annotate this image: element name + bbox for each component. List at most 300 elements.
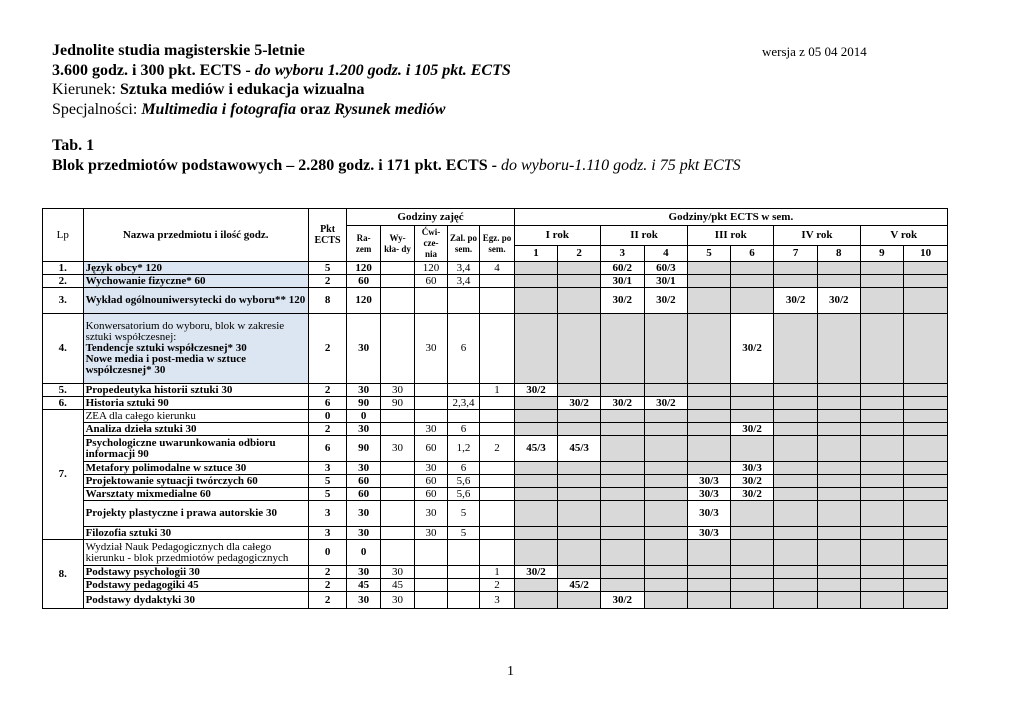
row-sem-cell: 30/2 bbox=[730, 475, 774, 488]
col-ects-group: Godziny/pkt ECTS w sem. bbox=[514, 209, 947, 226]
row-sem-cell bbox=[904, 488, 948, 501]
table-row bbox=[43, 540, 948, 566]
row-razem: 60 bbox=[347, 475, 380, 488]
row-egz: 2 bbox=[480, 436, 515, 462]
row-egz bbox=[480, 488, 515, 501]
col-year-2: II rok bbox=[600, 226, 687, 246]
row-egz bbox=[480, 288, 515, 314]
row-sem-cell bbox=[774, 314, 818, 384]
row-sem-cell bbox=[688, 592, 731, 609]
row-sem-cell bbox=[558, 288, 601, 314]
col-pkt: Pkt ECTS bbox=[308, 209, 347, 262]
col-year-5: V rok bbox=[860, 226, 947, 246]
row-zal bbox=[447, 592, 479, 609]
row-sem-cell bbox=[817, 501, 860, 527]
row-cwiczenia: 120 bbox=[415, 262, 447, 275]
row-name: Warsztaty mixmedialne 60 bbox=[83, 488, 308, 501]
row-sem-cell bbox=[688, 314, 731, 384]
row-sem-cell bbox=[688, 397, 731, 410]
row-sem-cell bbox=[558, 262, 601, 275]
row-cwiczenia: 30 bbox=[415, 314, 447, 384]
row-sem-cell: 30/2 bbox=[730, 488, 774, 501]
row-sem-cell bbox=[904, 262, 948, 275]
row-razem: 60 bbox=[347, 275, 380, 288]
row-sem-cell bbox=[860, 527, 904, 540]
row-sem-cell bbox=[644, 436, 688, 462]
row-sem-cell bbox=[774, 592, 818, 609]
row-wyklady bbox=[380, 501, 414, 527]
row-sem-cell bbox=[730, 288, 774, 314]
row-sem-cell bbox=[644, 462, 688, 475]
row-wyklady: 30 bbox=[380, 436, 414, 462]
row-lp: 5. bbox=[43, 384, 84, 397]
row-egz: 3 bbox=[480, 592, 515, 609]
row-sem-cell: 30/2 bbox=[644, 288, 688, 314]
row-sem-cell bbox=[514, 527, 558, 540]
table-row bbox=[43, 410, 948, 423]
row-name-part: Tendencje sztuki współczesnej* 30 bbox=[85, 342, 247, 354]
row-cwiczenia: 60 bbox=[415, 475, 447, 488]
row-sem-cell bbox=[774, 423, 818, 436]
row-sem-cell bbox=[600, 475, 644, 488]
row-sem-cell bbox=[860, 384, 904, 397]
row-sem-cell bbox=[730, 436, 774, 462]
row-sem-cell: 30/2 bbox=[600, 592, 644, 609]
row-sem-cell bbox=[730, 275, 774, 288]
row-wyklady bbox=[380, 462, 414, 475]
row-sem-cell bbox=[730, 592, 774, 609]
row-razem: 90 bbox=[347, 436, 380, 462]
row-sem-cell bbox=[600, 488, 644, 501]
row-sem-cell bbox=[817, 540, 860, 566]
specializations: Specjalności: Multimedia i fotografia oraz Rysunek mediów bbox=[52, 101, 446, 118]
row-sem-cell bbox=[904, 410, 948, 423]
row-sem-cell bbox=[860, 579, 904, 592]
row-razem: 30 bbox=[347, 462, 380, 475]
row-sem-cell bbox=[600, 527, 644, 540]
table-row bbox=[43, 436, 948, 462]
row-sem-cell bbox=[860, 566, 904, 579]
row-sem-cell bbox=[558, 501, 601, 527]
row-sem-cell bbox=[904, 501, 948, 527]
table-row bbox=[43, 501, 948, 527]
row-sem-cell bbox=[774, 262, 818, 275]
row-sem-cell: 30/2 bbox=[600, 288, 644, 314]
row-wyklady bbox=[380, 475, 414, 488]
row-cwiczenia: 60 bbox=[415, 436, 447, 462]
row-sem-cell bbox=[817, 462, 860, 475]
row-sem-cell bbox=[817, 410, 860, 423]
row-razem: 60 bbox=[347, 488, 380, 501]
row-sem-cell bbox=[860, 262, 904, 275]
row-sem-cell: 30/2 bbox=[817, 288, 860, 314]
row-sem-cell bbox=[600, 501, 644, 527]
row-sem-cell bbox=[817, 275, 860, 288]
row-name: Metafory polimodalne w sztuce 30 bbox=[83, 462, 308, 475]
subjects-table bbox=[42, 208, 948, 609]
col-sem: 10 bbox=[904, 246, 948, 262]
row-sem-cell bbox=[904, 288, 948, 314]
page-number: 1 bbox=[507, 664, 514, 679]
program-hours: 3.600 godz. i 300 pkt. ECTS - do wyboru 1.200 godz. i 105 pkt. ECTS bbox=[52, 62, 511, 79]
col-year-4: IV rok bbox=[774, 226, 860, 246]
row-sem-cell bbox=[558, 566, 601, 579]
row-sem-cell: 30/2 bbox=[514, 566, 558, 579]
row-zal bbox=[447, 384, 479, 397]
row-zal bbox=[447, 579, 479, 592]
row-name: Analiza dzieła sztuki 30 bbox=[83, 423, 308, 436]
row-sem-cell bbox=[817, 579, 860, 592]
row-sem-cell bbox=[860, 488, 904, 501]
row-zal: 5 bbox=[447, 527, 479, 540]
row-name: Propedeutyka historii sztuki 30 bbox=[83, 384, 308, 397]
row-name: Projekty plastyczne i prawa autorskie 30 bbox=[83, 501, 308, 527]
row-razem: 0 bbox=[347, 410, 380, 423]
row-wyklady bbox=[380, 262, 414, 275]
row-pkt: 0 bbox=[308, 410, 347, 423]
row-egz bbox=[480, 314, 515, 384]
row-sem-cell bbox=[860, 592, 904, 609]
table-row bbox=[43, 592, 948, 609]
row-sem-cell bbox=[774, 410, 818, 423]
row-sem-cell bbox=[558, 314, 601, 384]
row-name: Filozofia sztuki 30 bbox=[83, 527, 308, 540]
row-sem-cell bbox=[730, 566, 774, 579]
row-sem-cell bbox=[730, 501, 774, 527]
row-sem-cell bbox=[904, 527, 948, 540]
row-name: ZEA dla całego kierunku bbox=[83, 410, 308, 423]
row-egz: 1 bbox=[480, 384, 515, 397]
row-sem-cell bbox=[774, 384, 818, 397]
row-wyklady: 30 bbox=[380, 566, 414, 579]
row-name: Wydział Nauk Pedagogicznych dla całego kierunku - blok przedmiotów pedagogicznych bbox=[83, 540, 308, 566]
col-sem: 9 bbox=[860, 246, 904, 262]
row-pkt: 2 bbox=[308, 579, 347, 592]
row-zal: 3,4 bbox=[447, 262, 479, 275]
row-sem-cell bbox=[644, 592, 688, 609]
row-sem-cell bbox=[774, 488, 818, 501]
row-sem-cell: 30/2 bbox=[600, 397, 644, 410]
row-wyklady bbox=[380, 314, 414, 384]
row-wyklady: 45 bbox=[380, 579, 414, 592]
row-sem-cell bbox=[644, 423, 688, 436]
row-sem-cell bbox=[817, 436, 860, 462]
row-sem-cell bbox=[817, 527, 860, 540]
row-razem: 30 bbox=[347, 423, 380, 436]
row-egz bbox=[480, 540, 515, 566]
row-pkt: 6 bbox=[308, 397, 347, 410]
row-sem-cell bbox=[774, 527, 818, 540]
row-name: Podstawy psychologii 30 bbox=[83, 566, 308, 579]
row-pkt: 5 bbox=[308, 262, 347, 275]
row-egz: 1 bbox=[480, 566, 515, 579]
row-sem-cell bbox=[904, 475, 948, 488]
row-sem-cell bbox=[558, 540, 601, 566]
row-sem-cell bbox=[514, 314, 558, 384]
row-sem-cell bbox=[514, 288, 558, 314]
row-wyklady bbox=[380, 423, 414, 436]
row-sem-cell bbox=[730, 262, 774, 275]
row-egz bbox=[480, 527, 515, 540]
row-name bbox=[83, 314, 308, 384]
row-egz bbox=[480, 275, 515, 288]
row-sem-cell bbox=[774, 462, 818, 475]
row-sem-cell bbox=[558, 410, 601, 423]
row-zal: 2,3,4 bbox=[447, 397, 479, 410]
row-name: Język obcy* 120 bbox=[83, 262, 308, 275]
row-lp: 1. bbox=[43, 262, 84, 275]
row-sem-cell bbox=[688, 579, 731, 592]
row-sem-cell: 30/3 bbox=[688, 527, 731, 540]
col-sem: 4 bbox=[644, 246, 688, 262]
col-name: Nazwa przedmiotu i ilość godz. bbox=[83, 209, 308, 262]
col-wyklady: Wy- kła- dy bbox=[380, 226, 414, 262]
table-row bbox=[43, 288, 948, 314]
row-sem-cell: 45/2 bbox=[558, 579, 601, 592]
row-razem: 120 bbox=[347, 288, 380, 314]
row-sem-cell bbox=[904, 462, 948, 475]
row-cwiczenia bbox=[415, 579, 447, 592]
row-sem-cell bbox=[904, 397, 948, 410]
col-egz: Egz. po sem. bbox=[480, 226, 515, 262]
col-sem: 5 bbox=[688, 246, 731, 262]
row-lp: 4. bbox=[43, 314, 84, 384]
row-sem-cell bbox=[688, 262, 731, 275]
row-sem-cell bbox=[730, 527, 774, 540]
row-sem-cell bbox=[600, 314, 644, 384]
row-sem-cell bbox=[644, 501, 688, 527]
row-zal: 1,2 bbox=[447, 436, 479, 462]
row-zal bbox=[447, 540, 479, 566]
table-label: Tab. 1 bbox=[52, 137, 95, 154]
row-sem-cell bbox=[558, 384, 601, 397]
row-sem-cell bbox=[514, 462, 558, 475]
row-sem-cell: 30/2 bbox=[730, 423, 774, 436]
row-sem-cell bbox=[904, 579, 948, 592]
row-sem-cell bbox=[688, 540, 731, 566]
row-sem-cell bbox=[688, 384, 731, 397]
row-lp: 8. bbox=[43, 540, 84, 609]
program-title: Jednolite studia magisterskie 5-letnie bbox=[52, 42, 305, 59]
row-pkt: 2 bbox=[308, 384, 347, 397]
row-sem-cell bbox=[514, 275, 558, 288]
row-sem-cell bbox=[688, 410, 731, 423]
row-sem-cell bbox=[860, 410, 904, 423]
row-sem-cell bbox=[860, 288, 904, 314]
row-lp: 6. bbox=[43, 397, 84, 410]
row-wyklady bbox=[380, 275, 414, 288]
row-pkt: 5 bbox=[308, 488, 347, 501]
row-sem-cell bbox=[860, 475, 904, 488]
version-date: wersja z 05 04 2014 bbox=[762, 44, 867, 59]
col-lp: Lp bbox=[43, 209, 84, 262]
row-sem-cell bbox=[688, 566, 731, 579]
col-year-3: III rok bbox=[688, 226, 774, 246]
row-name: Psychologiczne uwarunkowania odbioru informacji 90 bbox=[83, 436, 308, 462]
row-sem-cell bbox=[774, 540, 818, 566]
row-sem-cell bbox=[600, 423, 644, 436]
col-zal: Zal. po sem. bbox=[447, 226, 479, 262]
row-pkt: 2 bbox=[308, 423, 347, 436]
row-sem-cell bbox=[644, 488, 688, 501]
row-sem-cell bbox=[688, 462, 731, 475]
col-sem: 3 bbox=[600, 246, 644, 262]
row-zal: 5,6 bbox=[447, 475, 479, 488]
row-sem-cell bbox=[817, 566, 860, 579]
row-sem-cell bbox=[600, 579, 644, 592]
field-of-study: Kierunek: Sztuka mediów i edukacja wizualna bbox=[52, 81, 365, 98]
row-sem-cell bbox=[860, 540, 904, 566]
col-sem: 8 bbox=[817, 246, 860, 262]
row-razem: 90 bbox=[347, 397, 380, 410]
row-sem-cell: 30/2 bbox=[774, 288, 818, 314]
row-sem-cell bbox=[600, 540, 644, 566]
row-sem-cell bbox=[860, 397, 904, 410]
row-wyklady: 30 bbox=[380, 384, 414, 397]
row-egz bbox=[480, 397, 515, 410]
row-sem-cell bbox=[774, 275, 818, 288]
row-sem-cell bbox=[904, 423, 948, 436]
row-sem-cell bbox=[644, 384, 688, 397]
row-sem-cell bbox=[860, 423, 904, 436]
row-pkt: 3 bbox=[308, 527, 347, 540]
row-sem-cell: 30/3 bbox=[688, 501, 731, 527]
row-egz: 4 bbox=[480, 262, 515, 275]
row-name: Podstawy pedagogiki 45 bbox=[83, 579, 308, 592]
row-pkt: 2 bbox=[308, 314, 347, 384]
row-cwiczenia bbox=[415, 540, 447, 566]
row-sem-cell bbox=[600, 410, 644, 423]
row-zal: 6 bbox=[447, 314, 479, 384]
row-sem-cell bbox=[514, 410, 558, 423]
row-sem-cell bbox=[774, 579, 818, 592]
row-razem: 30 bbox=[347, 566, 380, 579]
row-sem-cell bbox=[600, 384, 644, 397]
row-name-part: Konwersatorium do wyboru, blok w zakresie sztuki współczesnej: bbox=[85, 320, 285, 343]
row-sem-cell: 60/2 bbox=[600, 262, 644, 275]
row-sem-cell bbox=[774, 475, 818, 488]
row-lp: 3. bbox=[43, 288, 84, 314]
row-sem-cell: 30/2 bbox=[558, 397, 601, 410]
row-sem-cell bbox=[558, 462, 601, 475]
row-sem-cell bbox=[644, 314, 688, 384]
row-pkt: 3 bbox=[308, 462, 347, 475]
row-cwiczenia: 30 bbox=[415, 423, 447, 436]
row-sem-cell bbox=[688, 423, 731, 436]
row-egz: 2 bbox=[480, 579, 515, 592]
row-sem-cell: 30/2 bbox=[644, 397, 688, 410]
row-sem-cell: 30/3 bbox=[688, 475, 731, 488]
row-sem-cell bbox=[774, 566, 818, 579]
row-sem-cell bbox=[688, 288, 731, 314]
row-wyklady bbox=[380, 540, 414, 566]
row-zal bbox=[447, 288, 479, 314]
row-cwiczenia: 30 bbox=[415, 527, 447, 540]
table-row bbox=[43, 462, 948, 475]
row-wyklady bbox=[380, 288, 414, 314]
row-egz bbox=[480, 423, 515, 436]
row-cwiczenia: 60 bbox=[415, 488, 447, 501]
row-sem-cell bbox=[600, 462, 644, 475]
row-sem-cell bbox=[774, 436, 818, 462]
row-sem-cell bbox=[514, 397, 558, 410]
row-name: Projektowanie sytuacji twórczych 60 bbox=[83, 475, 308, 488]
row-sem-cell bbox=[644, 566, 688, 579]
row-sem-cell bbox=[514, 540, 558, 566]
table-row bbox=[43, 475, 948, 488]
row-sem-cell: 45/3 bbox=[514, 436, 558, 462]
row-sem-cell bbox=[904, 566, 948, 579]
row-egz bbox=[480, 462, 515, 475]
row-pkt: 2 bbox=[308, 592, 347, 609]
row-sem-cell bbox=[514, 488, 558, 501]
row-sem-cell: 30/1 bbox=[644, 275, 688, 288]
row-wyklady bbox=[380, 410, 414, 423]
row-razem: 30 bbox=[347, 527, 380, 540]
row-sem-cell bbox=[558, 488, 601, 501]
row-zal bbox=[447, 566, 479, 579]
row-name: Wychowanie fizyczne* 60 bbox=[83, 275, 308, 288]
row-sem-cell bbox=[558, 423, 601, 436]
row-sem-cell: 30/1 bbox=[600, 275, 644, 288]
row-sem-cell bbox=[644, 540, 688, 566]
row-razem: 30 bbox=[347, 592, 380, 609]
row-zal: 3,4 bbox=[447, 275, 479, 288]
row-sem-cell bbox=[817, 475, 860, 488]
row-sem-cell bbox=[730, 410, 774, 423]
row-sem-cell bbox=[904, 384, 948, 397]
row-sem-cell: 30/3 bbox=[688, 488, 731, 501]
row-sem-cell bbox=[860, 314, 904, 384]
row-wyklady: 30 bbox=[380, 592, 414, 609]
row-lp: 7. bbox=[43, 410, 84, 540]
row-sem-cell: 45/3 bbox=[558, 436, 601, 462]
col-hours-group: Godziny zajęć bbox=[347, 209, 514, 226]
row-cwiczenia bbox=[415, 384, 447, 397]
row-sem-cell bbox=[817, 262, 860, 275]
row-sem-cell bbox=[730, 384, 774, 397]
row-sem-cell bbox=[860, 501, 904, 527]
row-sem-cell bbox=[904, 314, 948, 384]
row-sem-cell bbox=[514, 262, 558, 275]
row-razem: 0 bbox=[347, 540, 380, 566]
row-sem-cell bbox=[730, 540, 774, 566]
row-wyklady bbox=[380, 527, 414, 540]
row-sem-cell: 30/2 bbox=[514, 384, 558, 397]
row-sem-cell bbox=[644, 579, 688, 592]
row-sem-cell bbox=[860, 436, 904, 462]
row-sem-cell bbox=[774, 397, 818, 410]
row-wyklady: 90 bbox=[380, 397, 414, 410]
row-cwiczenia: 30 bbox=[415, 501, 447, 527]
row-razem: 30 bbox=[347, 501, 380, 527]
row-sem-cell bbox=[730, 579, 774, 592]
row-cwiczenia bbox=[415, 410, 447, 423]
row-sem-cell bbox=[774, 501, 818, 527]
table-row bbox=[43, 262, 948, 275]
table-row bbox=[43, 423, 948, 436]
row-sem-cell bbox=[558, 527, 601, 540]
row-cwiczenia: 30 bbox=[415, 462, 447, 475]
col-sem: 7 bbox=[774, 246, 818, 262]
row-sem-cell: 60/3 bbox=[644, 262, 688, 275]
row-name: Wykład ogólnouniwersytecki do wyboru** 120 bbox=[83, 288, 308, 314]
table-row bbox=[43, 275, 948, 288]
col-razem: Ra- zem bbox=[347, 226, 380, 262]
row-razem: 30 bbox=[347, 314, 380, 384]
row-sem-cell bbox=[817, 384, 860, 397]
row-sem-cell bbox=[514, 592, 558, 609]
